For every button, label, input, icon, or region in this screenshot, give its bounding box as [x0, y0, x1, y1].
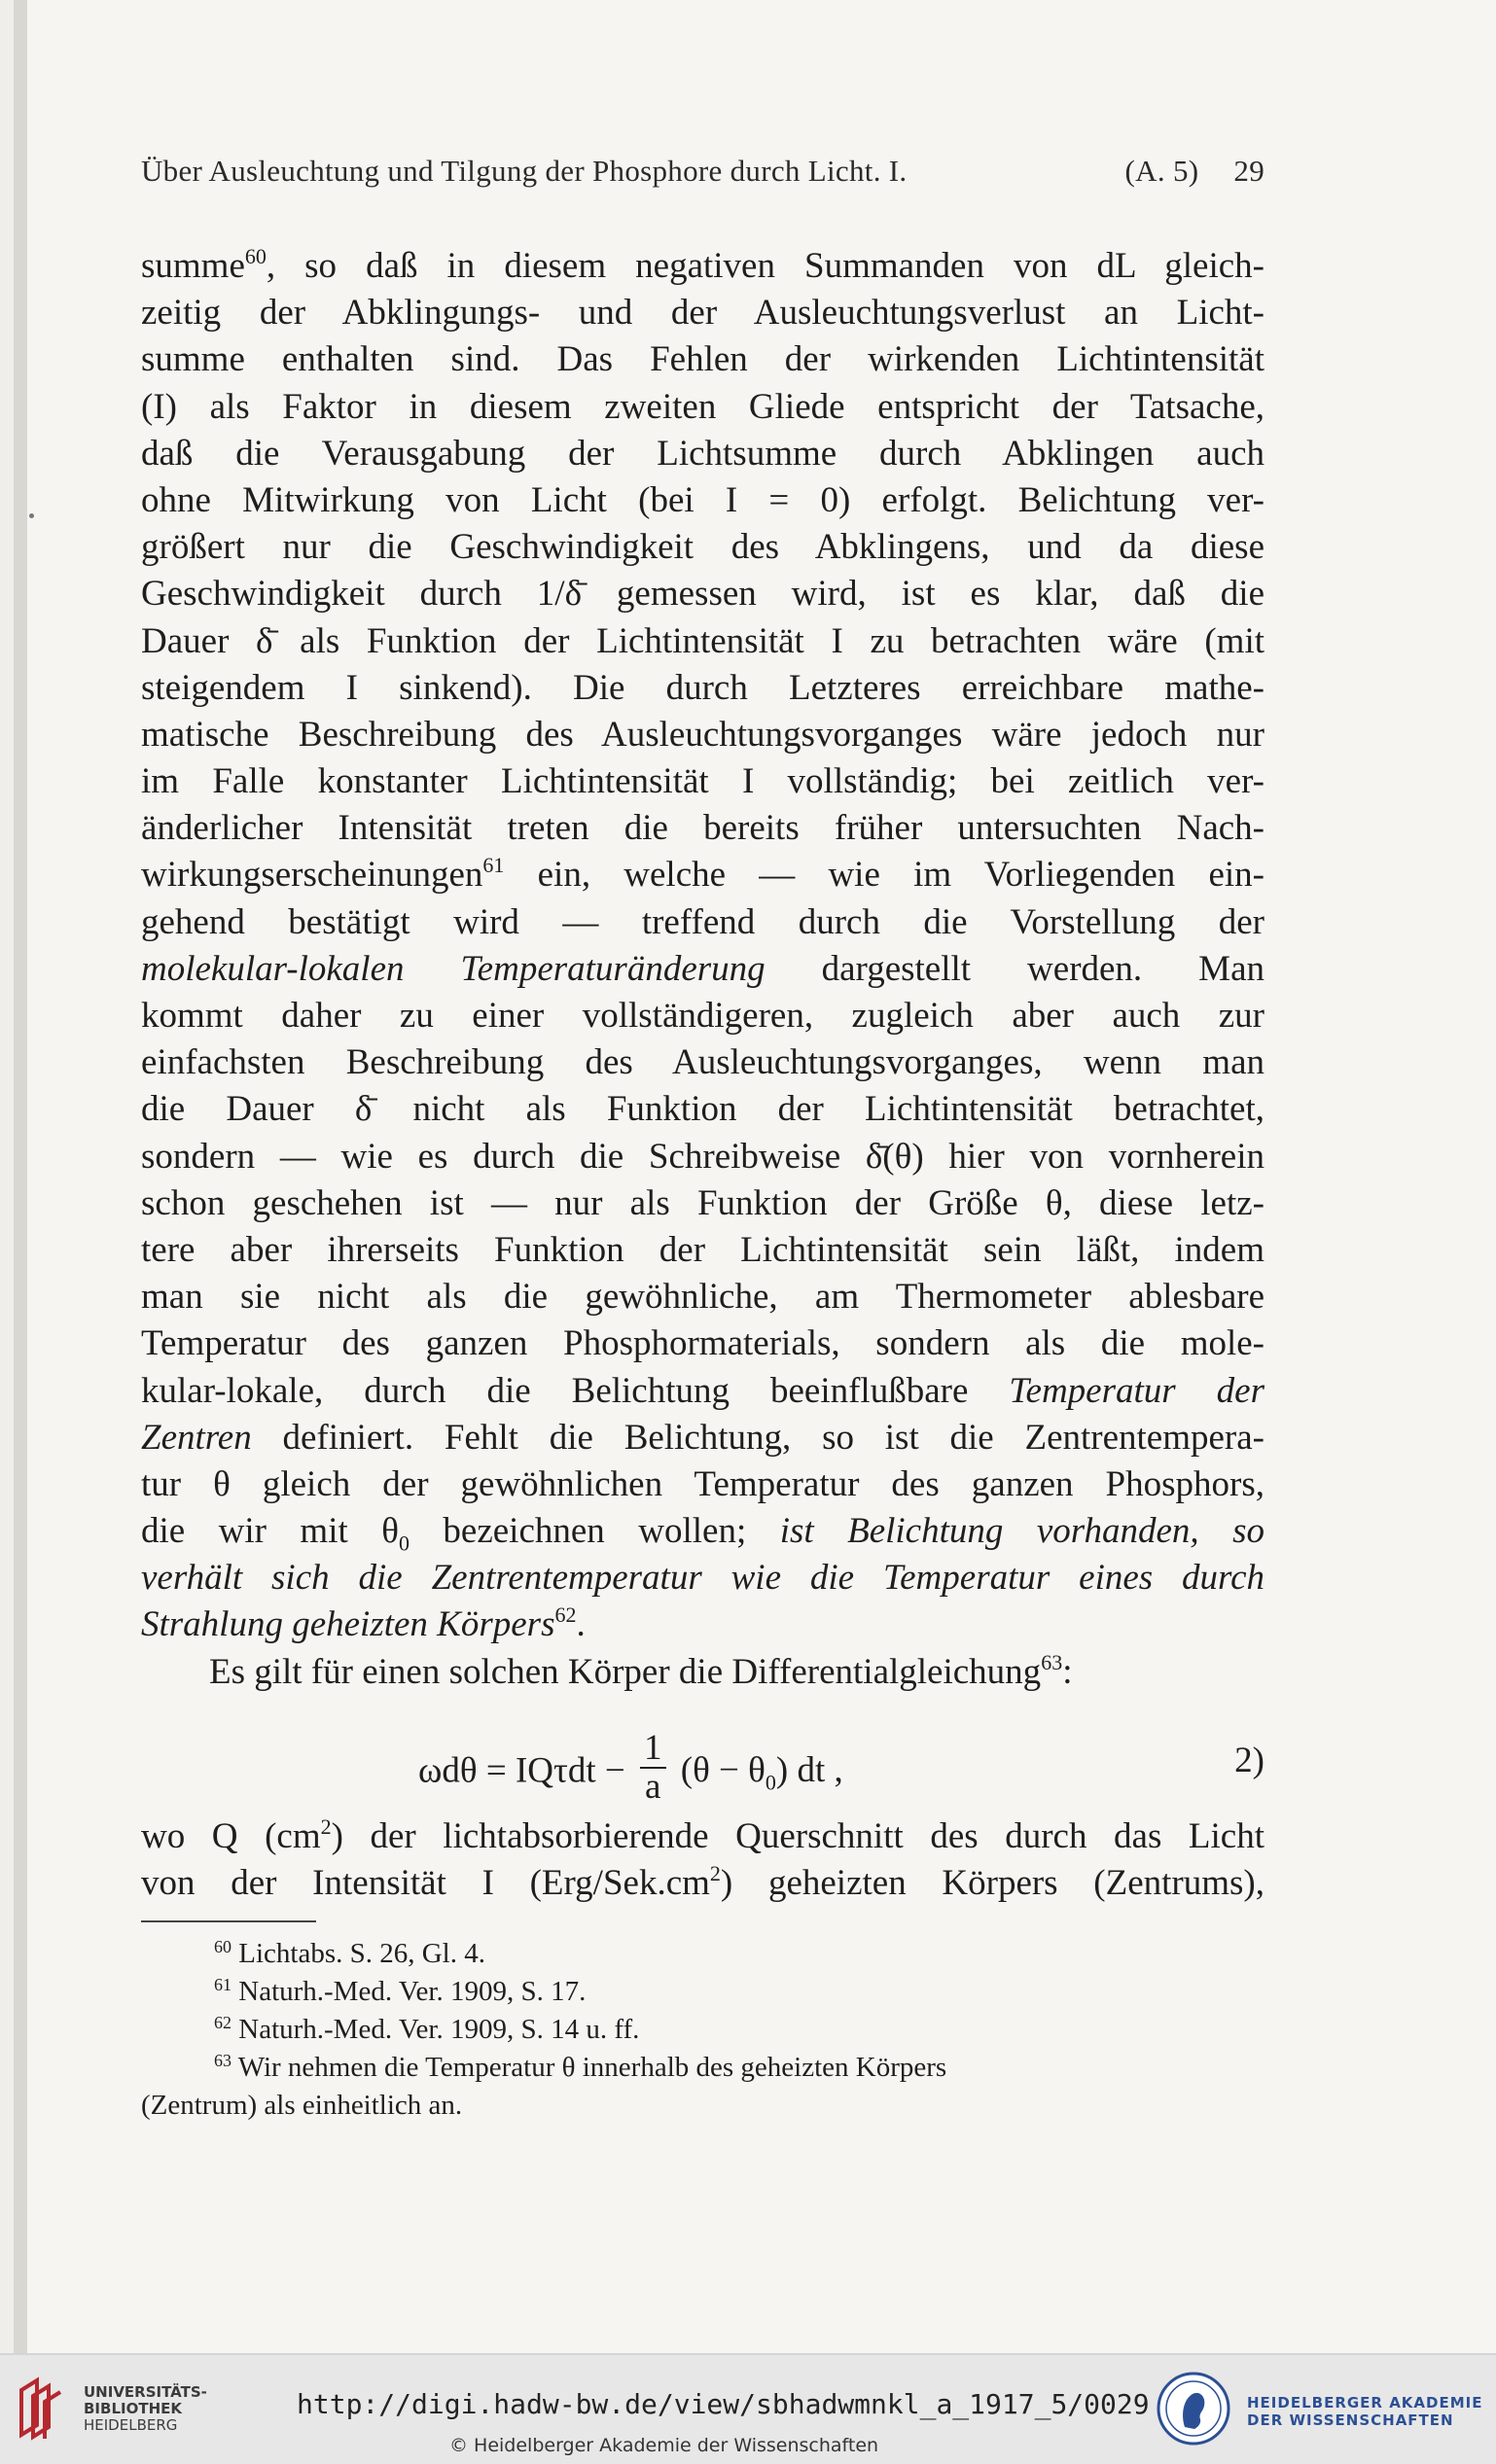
text-line: (I) als Faktor in diesem zweiten Gliede entspricht der Tatsache,	[141, 386, 1264, 427]
permalink-url[interactable]: http://digi.hadw-bw.de/view/sbhadwmnkl_a_1917_5/0029	[297, 2388, 1150, 2420]
text-line: molekular-lokalen Temperaturänderung dargestellt werden. Man	[141, 948, 1264, 989]
text-line: tur θ gleich der gewöhnlichen Temperatur des ganzen Phosphors,	[141, 1463, 1264, 1504]
text-line: man sie nicht als die gewöhnliche, am Thermometer ablesbare	[141, 1277, 1264, 1318]
footnote-text: Lichtabs. S. 26, Gl. 4.	[238, 1938, 485, 1969]
text-line: sondern — wie es durch die Schreibweise δ̄(θ) hier von vornherein	[141, 1136, 1264, 1177]
running-title: Über Ausleuchtung und Tilgung der Phosphore durch Licht. I.	[141, 154, 908, 188]
equation-number: 2)	[1234, 1741, 1264, 1780]
text-line: von der Intensität I $(Erg/Sek.cm^2)$ geheizten Körpers (Zentrums),	[141, 1861, 1264, 1904]
text-line: tere aber ihrerseits Funktion der Lichtintensität sein läßt, indem	[141, 1229, 1264, 1270]
equation-fraction	[640, 1730, 666, 1806]
text-line: Dauer δ̄ als Funktion der Lichtintensität I zu betrachten wäre (mit	[141, 620, 1264, 661]
body-text	[141, 243, 1264, 1696]
text-line: summe enthalten sind. Das Fehlen der wirkenden Lichtintensität	[141, 339, 1264, 380]
footnote-text: Naturh.-Med. Ver. 1909, S. 14 u. ff.	[238, 2014, 640, 2045]
footnote	[141, 1935, 1264, 1973]
footnote-text: Wir nehmen die Temperatur θ innerhalb des geheizten Körpers	[237, 2052, 947, 2083]
scan-edge-shadow	[14, 0, 27, 2353]
fraction-denominator: a	[645, 1767, 661, 1807]
body-text-continued	[141, 1813, 1264, 1907]
footnote	[141, 2087, 1264, 2125]
university-library-name: UNIVERSITÄTS- BIBLIOTHEK HEIDELBERG	[84, 2383, 207, 2434]
text-line: Temperatur des ganzen Phosphormaterials, sondern als die mole-	[141, 1323, 1264, 1364]
text-line: steigendem I sinkend). Die durch Letzteres erreichbare mathe-	[141, 667, 1264, 708]
text-line: gehend bestätigt wird — treffend durch die Vorstellung der	[141, 901, 1264, 942]
footnotes	[141, 1935, 1264, 2125]
equation-left: ωdθ = IQτdt −	[418, 1750, 625, 1791]
text-line: kommt daher zu einer vollständigeren, zugleich aber auch zur	[141, 996, 1264, 1036]
footnote-text: Naturh.-Med. Ver. 1909, S. 17.	[238, 1976, 587, 2007]
academy-name: HEIDELBERGER AKADEMIE DER WISSENSCHAFTEN	[1247, 2394, 1483, 2429]
text-line: änderlicher Intensität treten die bereits früher untersuchten Nach-	[141, 808, 1264, 849]
text-line: daß die Verausgabung der Lichtsumme durch Abklingen auch	[141, 433, 1264, 474]
footnote-marker: 60	[214, 1937, 232, 1956]
footnote-marker: 63	[214, 2051, 232, 2070]
text-line: im Falle konstanter Lichtintensität I vollständig; bei zeitlich ver-	[141, 761, 1264, 802]
equation-2	[141, 1697, 1264, 1807]
text-line: matische Beschreibung des Ausleuchtungsvorganges wäre jedoch nur	[141, 714, 1264, 755]
text-line: die Dauer δ̄ nicht als Funktion der Lichtintensität betrachtet,	[141, 1089, 1264, 1130]
equation-right: $(\theta - \theta_0)$ dt ,	[680, 1750, 843, 1795]
academy-seal-icon	[1156, 2371, 1231, 2446]
footnote-text: (Zentrum) als einheitlich an.	[141, 2090, 463, 2121]
text-line: kular-lokale, durch die Belichtung beeinflußbare Temperatur der	[141, 1370, 1264, 1411]
footnote	[141, 2049, 1264, 2087]
scan-speck	[29, 513, 34, 518]
footnote-rule	[141, 1920, 316, 1922]
text-line: einfachsten Beschreibung des Ausleuchtungsvorganges, wenn man	[141, 1042, 1264, 1083]
footnote	[141, 2011, 1264, 2049]
fraction-numerator: 1	[640, 1730, 666, 1769]
text-line: Zentren definiert. Fehlt die Belichtung, so ist die Zentrentempera-	[141, 1417, 1264, 1458]
footnote-marker: 61	[214, 1975, 232, 1994]
text-line: wirkungserscheinungen$^{61}$ ein, welche — wie im Vorliegenden ein-	[141, 853, 1264, 896]
footnote-marker: 62	[214, 2013, 232, 2032]
text-line: Es gilt für einen solchen Körper die Differentialgleichung$^{63}$:	[209, 1649, 1073, 1692]
copyright-notice: © Heidelberger Akademie der Wissenschaften	[449, 2435, 879, 2456]
text-line: verhält sich die Zentrentemperatur wie die Temperatur eines durch	[141, 1558, 1264, 1599]
footnote	[141, 1973, 1264, 2011]
text-line: schon geschehen ist — nur als Funktion der Größe θ, diese letz-	[141, 1182, 1264, 1223]
page-number: 29	[1233, 154, 1264, 188]
text-line: Geschwindigkeit durch 1/δ̄ gemessen wird, ist es klar, daß die	[141, 574, 1264, 615]
running-header	[141, 154, 1264, 189]
viewer-footer	[0, 2353, 1496, 2464]
text-line: größert nur die Geschwindigkeit des Abklingens, und da diese	[141, 527, 1264, 568]
text-line: ohne Mitwirkung von Licht (bei I = 0) erfolgt. Belichtung ver-	[141, 479, 1264, 520]
text-line: wo Q $(cm^2)$ der lichtabsorbierende Querschnitt des durch das Licht	[141, 1814, 1265, 1856]
text-line: summe$^{60}$, so daß in diesem negativen Summanden von dL gleich-	[141, 244, 1264, 286]
section-reference: (A. 5)	[1124, 154, 1199, 188]
text-line: die wir mit $\theta_0$ bezeichnen wollen; ist Belichtung vorhanden, so	[141, 1511, 1265, 1556]
text-line: Strahlung geheizten Körpers$^{62}$.	[141, 1602, 586, 1645]
text-line: zeitig der Abklingungs- und der Ausleuchtungsverlust an Licht-	[141, 293, 1264, 334]
university-library-logo-icon	[18, 2376, 70, 2441]
